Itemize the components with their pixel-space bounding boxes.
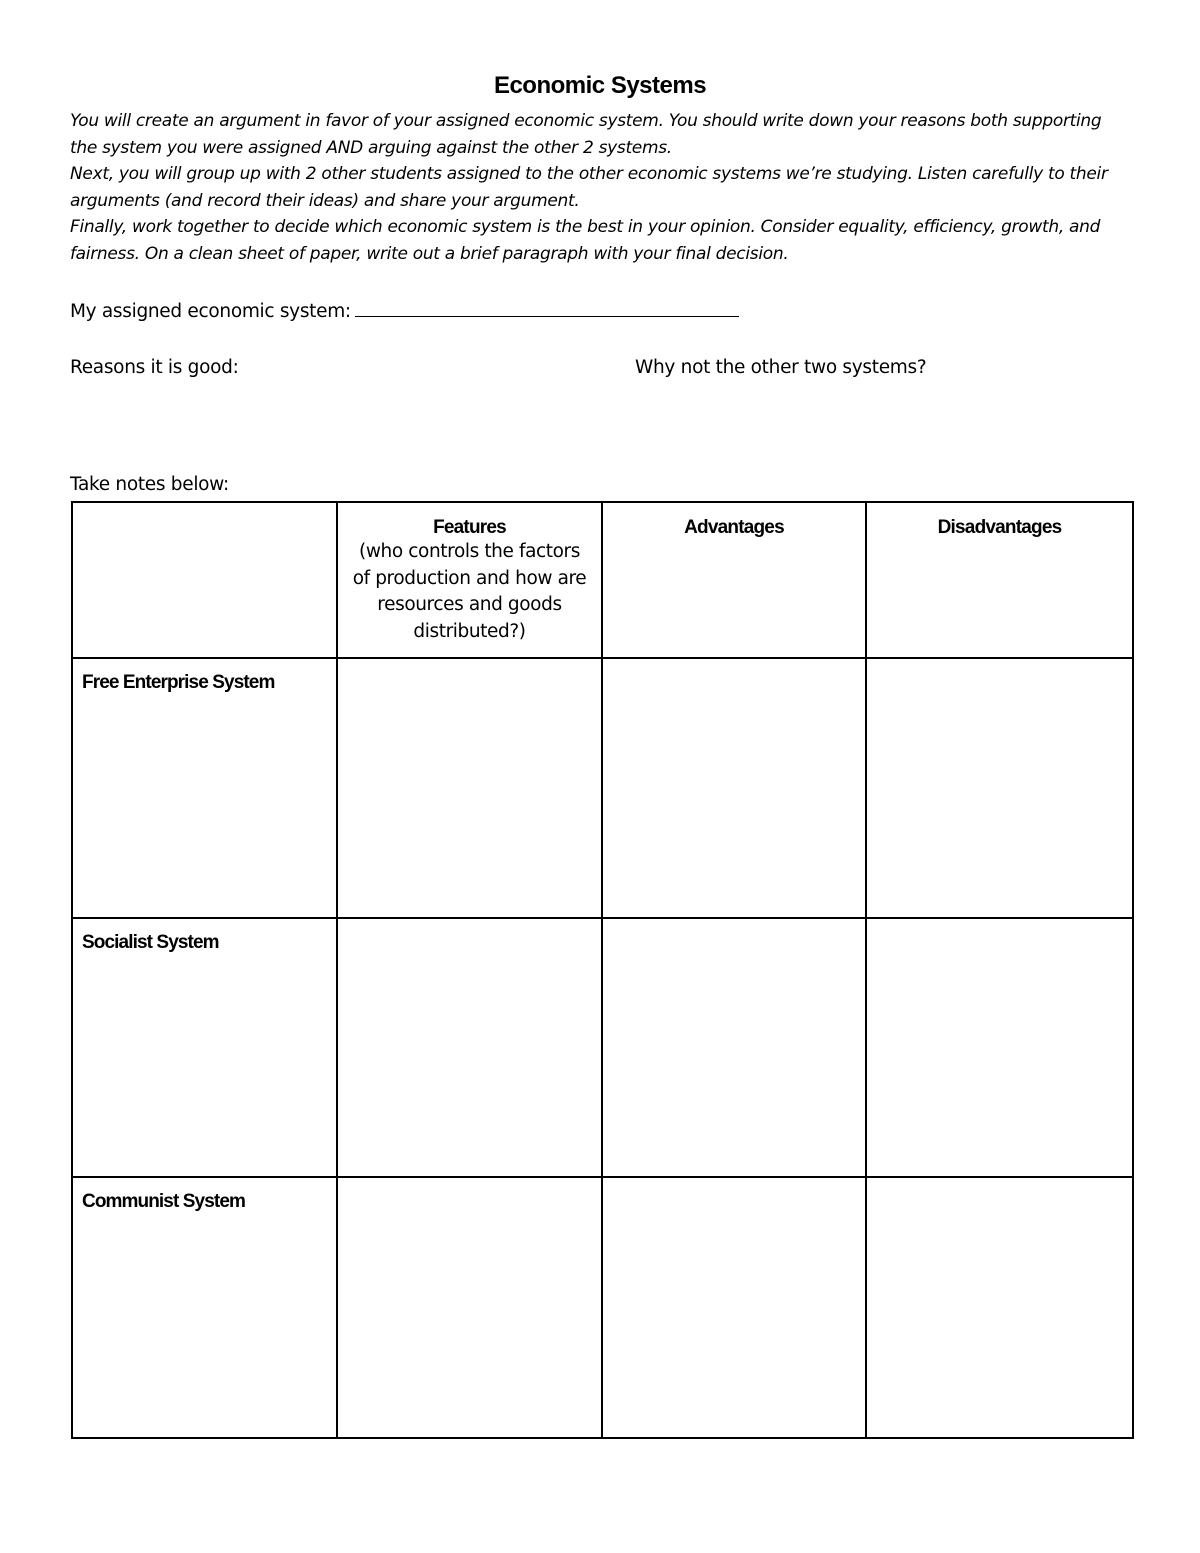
reasons-label: Reasons it is good: <box>70 357 239 378</box>
row-label-cell <box>72 918 337 1177</box>
advantages-cell[interactable] <box>602 918 866 1177</box>
assigned-system-line <box>70 298 739 322</box>
features-cell[interactable] <box>337 1177 602 1438</box>
disadvantages-heading: Disadvantages <box>937 517 1062 538</box>
instructions <box>70 108 1130 267</box>
advantages-cell[interactable] <box>602 1177 866 1438</box>
row-label: Free Enterprise System <box>82 672 275 693</box>
disadvantages-cell[interactable] <box>866 1177 1133 1438</box>
features-subheading: (who controls the factors of production and how are resources and goods distributed?) <box>352 541 587 642</box>
page-title: Economic Systems <box>493 72 707 99</box>
advantages-heading: Advantages <box>684 517 784 538</box>
row-label: Socialist System <box>82 932 219 953</box>
instruction-paragraph: Finally, work together to decide which economic system is the best in your opinion. Consider equality, efficiency, growth, and fairness. On a clean sheet of paper, write out a brief paragraph with your final decision. <box>70 217 1101 264</box>
instruction-paragraph: Next, you will group up with 2 other students assigned to the other economic systems we’re studying. Listen carefully to their arguments (and record their ideas) and share your argument. <box>70 164 1108 211</box>
table-header-row <box>72 502 1133 658</box>
header-cell-disadvantages <box>866 502 1133 658</box>
instruction-paragraph: You will create an argument in favor of your assigned economic system. You should write down your reasons both supporting the system you were assigned AND arguing against the other 2 systems. <box>70 111 1102 158</box>
header-cell-empty <box>72 502 337 658</box>
features-heading: Features <box>433 517 506 538</box>
disadvantages-cell[interactable] <box>866 918 1133 1177</box>
row-label: Communist System <box>82 1191 245 1212</box>
notes-table <box>71 501 1134 1439</box>
header-cell-features <box>337 502 602 658</box>
table-row <box>72 918 1133 1177</box>
disadvantages-cell[interactable] <box>866 658 1133 918</box>
features-cell[interactable] <box>337 918 602 1177</box>
row-label-cell <box>72 658 337 918</box>
features-cell[interactable] <box>337 658 602 918</box>
assigned-system-blank[interactable] <box>355 298 739 317</box>
why-not-label: Why not the other two systems? <box>635 357 927 378</box>
table-row <box>72 1177 1133 1438</box>
assigned-system-label: My assigned economic system: <box>70 301 351 322</box>
header-cell-advantages <box>602 502 866 658</box>
table-row <box>72 658 1133 918</box>
notes-label: Take notes below: <box>70 474 229 495</box>
row-label-cell <box>72 1177 337 1438</box>
advantages-cell[interactable] <box>602 658 866 918</box>
